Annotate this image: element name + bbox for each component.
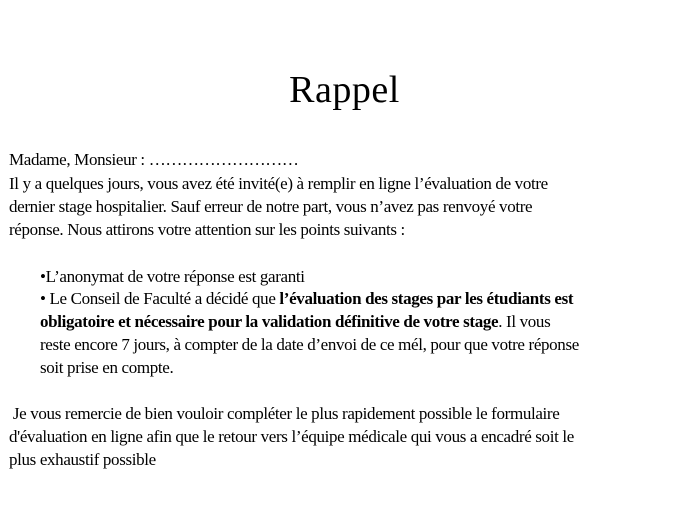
intro-line-3: réponse. Nous attirons votre attention sur les points suivants :: [9, 220, 405, 239]
intro-line-2: dernier stage hospitalier. Sauf erreur de notre part, vous n’avez pas renvoyé votre: [9, 197, 533, 216]
bullet-council-suffix: . Il vous: [498, 312, 551, 331]
greeting-line: Madame, Monsieur : ………………………: [9, 150, 299, 169]
bullet-council-line-3: reste encore 7 jours, à compter de la date d’envoi de ce mél, pour que votre réponse: [40, 335, 579, 354]
closing-line-2: d'évaluation en ligne afin que le retour vers l’équipe médicale qui vous a encadré soit le: [9, 427, 574, 446]
closing-line-3: plus exhaustif possible: [9, 450, 156, 469]
bullet-council-line-4: soit prise en compte.: [40, 358, 174, 377]
slide-title: Rappel: [289, 69, 400, 111]
intro-line-1: Il y a quelques jours, vous avez été invité(e) à remplir en ligne l’évaluation de votre: [9, 174, 548, 193]
bullet-council-bold-1: l’évaluation des stages par les étudiants est: [279, 289, 574, 308]
closing-line-1: Je vous remercie de bien vouloir compléter le plus rapidement possible le formulaire: [9, 404, 560, 423]
bullet-council-prefix: • Le Conseil de Faculté a décidé que: [40, 289, 280, 308]
bullet-council-line-1: [40, 288, 573, 310]
bullet-council-line-2: [40, 311, 550, 333]
bullet-anonymity: •L’anonymat de votre réponse est garanti: [40, 267, 305, 286]
bullet-council-bold-2: obligatoire et nécessaire pour la validation définitive de votre stage: [40, 312, 499, 331]
